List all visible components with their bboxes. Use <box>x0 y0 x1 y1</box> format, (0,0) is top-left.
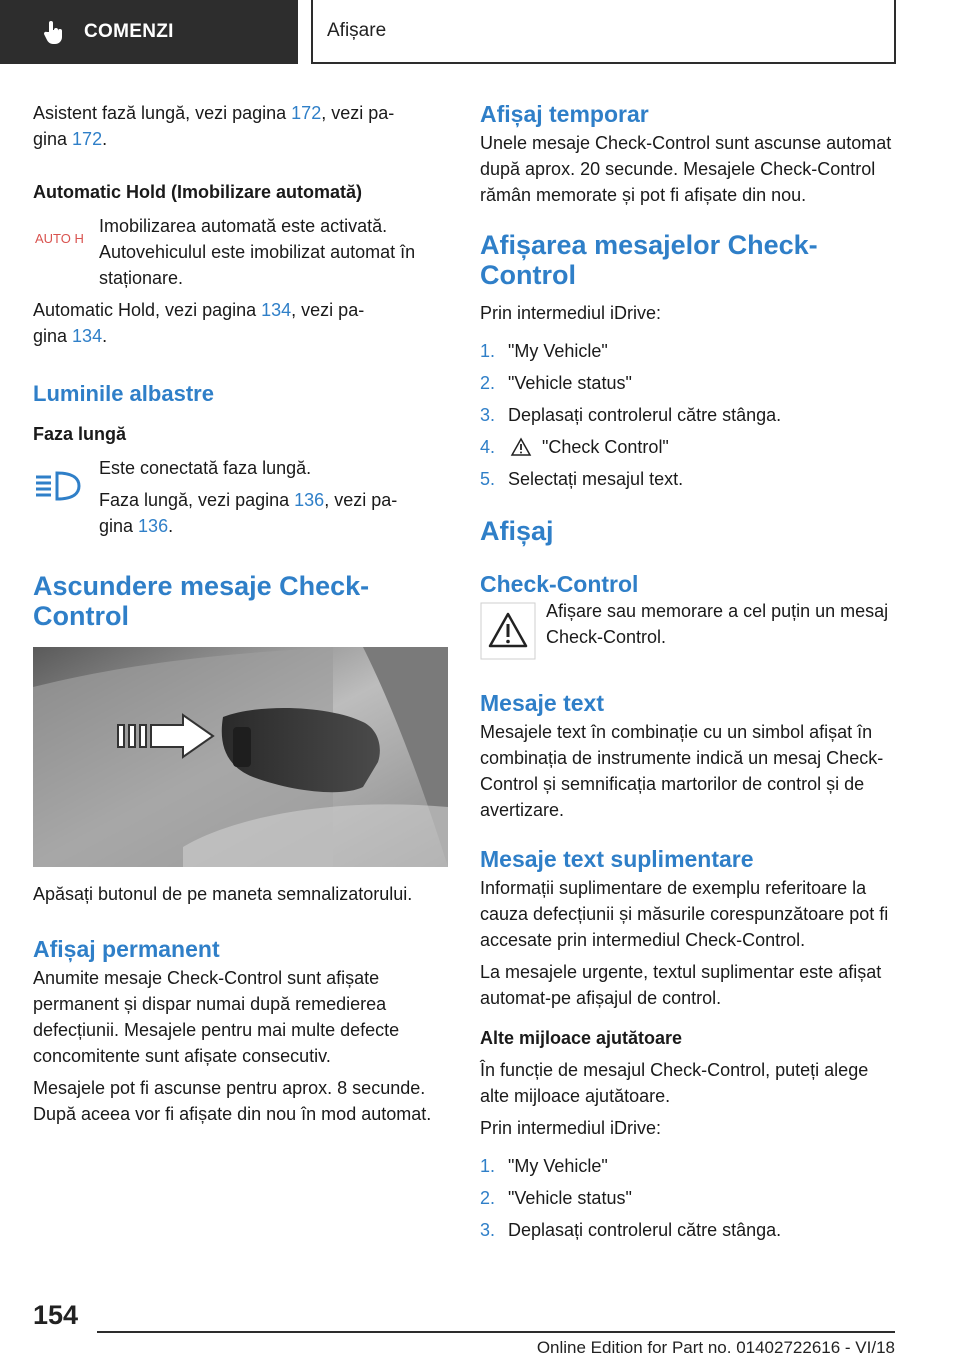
list-item: 5. Selectați mesajul text. <box>480 469 684 489</box>
tab-comenzi[interactable] <box>0 0 298 64</box>
list-item: 1. "My Vehicle" <box>480 1156 608 1176</box>
right-column <box>480 100 895 1249</box>
afisaj-heading: Afișaj <box>480 516 554 546</box>
list-item: 1. "My Vehicle" <box>480 341 608 361</box>
permanent-p2: Mesajele pot fi ascunse pentru aprox. 8 secunde. După aceea vor fi afișate din nou în mod automat. <box>33 1078 432 1124</box>
display-messages-heading: Afișarea mesajelor Check-Control <box>480 230 818 290</box>
idrive-intro-2: Prin intermediul iDrive: <box>480 1118 662 1138</box>
high-beam-icon <box>33 467 83 507</box>
check-control-heading: Check-Control <box>480 571 639 597</box>
hide-messages-heading: Ascundere mesaje Check-Control <box>33 571 370 631</box>
warning-triangle-icon <box>510 437 532 457</box>
tab-comenzi-label: COMENZI <box>84 21 174 42</box>
text-messages-p: Mesajele text în combinație cu un simbol afișat în combinația de instrumente indică un mesaj Check-Control și semnificația martorilor de control și de avertizare. <box>480 722 884 820</box>
idrive-intro: Prin intermediul iDrive: <box>480 303 662 323</box>
turn-signal-lever-photo <box>33 647 448 867</box>
list-item: 3. Deplasați controlerul către stânga. <box>480 1220 782 1240</box>
list-item: 2. "Vehicle status" <box>480 373 632 393</box>
photo-caption: Apăsați butonul de pe maneta semnalizatorului. <box>33 884 413 904</box>
blue-lights-heading: Luminile albastre <box>33 381 214 406</box>
supplementary-p1: Informații suplimentare de exemplu referitoare la cauza defecțiunii și măsurile corespunzătoare pot fi accesate prin intermediul Check-Control. <box>480 878 889 950</box>
permanent-p1: Anumite mesaje Check-Control sunt afișate permanent și dispar numai după remedierea defecțiunii. Mesajele pentru mai multe defecte concomitente sunt afișate consecutiv. <box>33 968 400 1066</box>
high-beam-ref: Faza lungă, vezi pagina 136, vezi pa- gina 136. <box>99 490 398 536</box>
footer-divider <box>97 1331 895 1333</box>
temporary-heading: Afișaj temporar <box>480 101 649 127</box>
autohold-ref: Automatic Hold, vezi pagina 134, vezi pa- gina 134. <box>33 300 365 346</box>
high-beam-assist-ref: Asistent fază lungă, vezi pagina 172, vezi pa- gina 172. <box>33 103 395 149</box>
svg-text:AUTO H: AUTO H <box>35 231 84 246</box>
page-link[interactable]: 134 <box>72 326 103 346</box>
temporary-p: Unele mesaje Check-Control sunt ascunse automat după aprox. 20 secunde. Mesajele Check-Control rămân memorate și pot fi afișate din nou. <box>480 133 892 205</box>
tab-afisare[interactable] <box>311 0 896 64</box>
check-control-desc: Afișare sau memorare a cel puțin un mesaj Check-Control. <box>546 601 889 647</box>
list-item: 2. "Vehicle status" <box>480 1188 632 1208</box>
text-messages-heading: Mesaje text <box>480 690 605 716</box>
autohold-desc: Imobilizarea automată este activată. Autovehiculul este imobilizat automat în staționare. <box>99 216 416 288</box>
tab-afisare-label: Afișare <box>327 20 387 41</box>
header-tabs <box>0 0 960 66</box>
high-beam-title: Faza lungă <box>33 424 127 444</box>
edition-label: Online Edition for Part no. 01402722616 - VI/18 <box>536 1338 895 1357</box>
page-link[interactable]: 172 <box>291 103 322 123</box>
supplementary-heading: Mesaje text suplimentare <box>480 846 754 872</box>
steps-list-2 <box>480 1153 895 1243</box>
auto-hold-icon <box>33 225 89 251</box>
steps-list <box>480 338 895 492</box>
page-number: 154 <box>33 1300 79 1330</box>
autohold-title: Automatic Hold (Imobilizare automată) <box>33 182 363 202</box>
permanent-heading: Afișaj permanent <box>33 936 220 962</box>
high-beam-block <box>33 455 447 539</box>
list-item: 3. Deplasați controlerul către stânga. <box>480 405 782 425</box>
other-aids-p: În funcție de mesajul Check-Control, puteți alege alte mijloace ajutătoare. <box>480 1060 869 1106</box>
list-item: 4. "Check Control" <box>480 437 669 457</box>
page-link[interactable]: 134 <box>261 300 292 320</box>
supplementary-p2: La mesajele urgente, textul suplimentar este afișat automat-pe afișajul de control. <box>480 962 882 1008</box>
other-aids-title: Alte mijloace ajutătoare <box>480 1028 683 1048</box>
check-control-block <box>480 598 895 667</box>
page-link[interactable]: 172 <box>72 129 103 149</box>
high-beam-desc: Este conectată faza lungă. <box>99 458 312 478</box>
page-link[interactable]: 136 <box>138 516 169 536</box>
left-column <box>33 100 447 1127</box>
page-link[interactable]: 136 <box>294 490 325 510</box>
warning-triangle-icon <box>480 602 536 660</box>
autohold-block <box>33 213 447 291</box>
hand-touch-icon <box>40 19 66 45</box>
